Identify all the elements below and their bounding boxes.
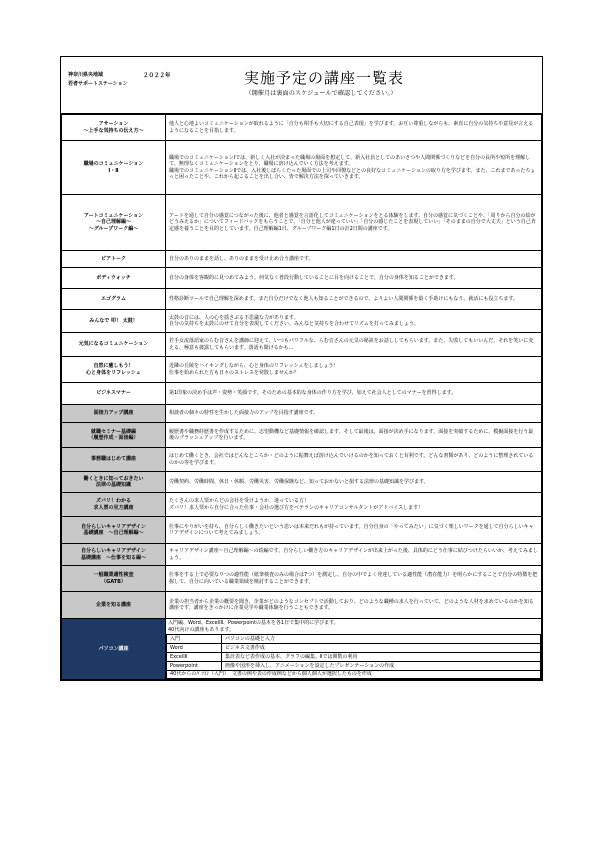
pc-subrow-key: Powerpoint [167, 662, 222, 671]
pc-subrow-key: ExcelⅠⅡ [167, 653, 222, 662]
course-description: 若手女流落語家のらむ音さんを講師に迎えて、いつもパワフルな、らむ音さんの元気の秘訣をお話ししてもらいます。また、失敗してもいいんだ、それを笑いに変える、極意も披露してもらいます。落語も聞けるかも… [166, 333, 542, 357]
pc-subrow [167, 671, 541, 679]
pc-subrow-value: パソコンの基礎と入力 [222, 635, 541, 644]
course-name: 一般職業適性検査 （GATB） [62, 566, 166, 592]
course-name: アサーション ～上手な気持ちの伝え方～ [62, 115, 166, 141]
course-row [62, 141, 542, 195]
pc-subrow-value: 画像や図形を挿入し、アニメーションを設定したプレゼンテーションの作成 [222, 662, 541, 671]
course-description: 他人と心地よいコミュニケーションが取れるように「自分も相手も大切にする自己表現」を学びます。お互い尊重しながらも、素直に自分の気持ちや意見が言えるようになることを目指します。 [166, 115, 542, 141]
course-name: ボディウォッチ [62, 268, 166, 289]
course-name: 事務職はじめて講座 [62, 448, 166, 472]
course-name-pc: パソコン講座 [62, 619, 166, 680]
course-description: 企業の担当者から企業の概要を聞き、企業がどのようなコンセプトで活動しており、どのような職種の求人を行っていて、どのような人材を求めているのかを知る講座です。講座をきっかけに企業見学や職業体験を行うこともできます。 [166, 592, 542, 619]
pc-intro: 入門編、Word、ExcelⅠⅡ、Powerpointの基本を各1日で集中的に学びます。 40代向けの講座もあります。 [168, 620, 339, 633]
pc-details [166, 619, 542, 680]
course-name: 就職セミナー基礎編 （履歴作成・面接編） [62, 423, 166, 448]
course-row [62, 195, 542, 251]
course-row [62, 333, 542, 357]
course-description: 第1印象の決め手は声・姿勢・笑顔です。そのための基本的な身体の作り方を学び、加えて社会人としてのマナーを習得します。 [166, 383, 542, 405]
org-line-2: 若者サポートステーション [68, 80, 128, 87]
course-name: 自分らしいキャリアデザイン 基礎講座 ～自己理解編～ [62, 517, 166, 544]
course-row [62, 357, 542, 383]
course-row [62, 592, 542, 619]
course-name: 働くときに知っておきたい 法律の基礎知識 [62, 472, 166, 493]
course-row [62, 472, 542, 493]
course-row [62, 383, 542, 405]
course-row [62, 566, 542, 592]
course-name: エゴグラム [62, 289, 166, 310]
course-description: たくさんの求人票からどの会社を受けようか、迷っている方！ ズバリ！求人票から自分に合った仕事・会社の選び方をベテランのキャリアコンサルタントがアドバイスします！ [166, 493, 542, 517]
pc-subrow-value: 集計表など表作成の基本、グラフの編集。Ⅱでは関数の利用 [222, 653, 541, 662]
course-name: ピアトーク [62, 251, 166, 268]
course-row [62, 517, 542, 544]
course-row [62, 405, 542, 423]
org-line-1: 神奈川県央地域 [68, 72, 104, 78]
course-description: 職場でのコミュニケーションⅠでは、新しく入社が決まった職場の場面を想定して、新入社員としてのあいさつや人間関係づくりなどを自分の長所や短所を理解して、無理なくコミュニケーションをとり、職場に溶け込んでいく方法を考えます。 職場でのコミュニケーションⅡでは、入社後しばらくたった場面での上司や同僚などとの良好なコミュニケーションの取り方を学びます。また、これまであったちょっと困ったことや、これから起こることを出し合い、皆で解決方法を探っていきます。 [166, 141, 542, 195]
course-description: 相談者の個々の特性を生かした面接力のアップを目指す講座です。 [166, 405, 542, 423]
course-row-pc [62, 619, 542, 680]
course-row [62, 251, 542, 268]
course-name: ビジネスマナー [62, 383, 166, 405]
course-description: 履歴書や職務経歴書を作成するために、志望動機など基礎情報を確認します。そして最後は、面接が決め手になります。面接を突破するために、模擬面接を行う最後のブラッシュアップを行います。 [166, 423, 542, 448]
course-description: 仕事をする上で必要な９つの適性能（紙筆検査のみの場合は7つ）を測定し、自分の中でよく発達している適性能（潜在能力）を明らかにすることで自分の特徴を把握して、自分に向いている職業領域を検討することができます。 [166, 566, 542, 592]
course-description: 自分の身体を客観的に見つめてみよう。何気なく普段行動していることに目を向けることで、自分の身体を知ることができます。 [166, 268, 542, 289]
course-description: 自分のありのままを話し、ありのままを受け止め合う講座です。 [166, 251, 542, 268]
course-name: 職場のコミュニケーション Ⅰ・Ⅱ [62, 141, 166, 195]
page-subtitle: （開催月は裏面のスケジュールで確認してください。） [245, 90, 397, 97]
sheet-header [61, 57, 542, 114]
pc-subrow-key: 入門 [167, 635, 222, 644]
course-name: 企業を知る講座 [62, 592, 166, 619]
course-name: 自分らしいキャリアデザイン 基礎講座 ～仕事を知る編～ [62, 544, 166, 566]
course-row [62, 544, 542, 566]
course-description: アートを通して自分の感覚につながった後に、他者と感覚を言語化してコミュニケーションをとる体験をします。自分の感覚に気づくことや、「周りから自分の絵がどうみえるか」についてフィードバックをもらうことで、「自分と他人が違っていい」「自分の感じたことを表現していい」「そのままの自分で大丈夫」という自己肯定感を養うことを目的としています。自己理解編1日、グループワーク編1日の計2日間の講座です。 [166, 195, 542, 251]
pc-subrow-value: 文書の例や表の作成例などから個人個人が選択したものを作成 [231, 671, 372, 677]
course-row [62, 493, 542, 517]
course-name: 自然に癒しもう！ 心と身体をリフレッシュ [62, 357, 166, 383]
course-description: 太鼓の音には、人の心を揺さぶる不思議な力があります。 自分の気持ちを太鼓にのせて自分を表現してください。みんなと気持ちを合わせてリズムを打ってみましょう。 [166, 310, 542, 333]
course-description: キャリアデザイン講座～自己理解編～の続編です。自分らしい働き方のキャリアデザインが出来上がった後、具体的にどう仕事に結びつけたらいいか、考えてみましょう。 [166, 544, 542, 566]
pc-subrow-value: ビジネス文書作成 [222, 644, 541, 653]
course-description: はじめて働くとき、会社ではどんなところか・どのように振舞えば溶け込んでいけるのかを知っておくと有利です。どんな書類があり、どのように整理されているのかの等を学びます。 [166, 448, 542, 472]
course-description: 性格診断ツールで自己理解を深めます。また自分だけでなく他人も知ることができるので、よりよい人間関係を築く手助けにもなり、就活にも役立ちます。 [166, 289, 542, 310]
course-sheet [60, 56, 543, 681]
course-table [61, 114, 542, 680]
course-name: アートコミュニケーション ～自己理解編～ ～グループワーク編～ [62, 195, 166, 251]
pc-subrow [167, 635, 541, 644]
pc-subtable [166, 634, 541, 679]
pc-subrow-text [167, 671, 541, 679]
pc-subrow [167, 653, 541, 662]
course-name: 元気になるコミュニケーション [62, 333, 166, 357]
course-description: 近隣の丘陵をハイキングしながら、心と身体のリフレッシュをしましょう！ 仕事を始められた方も日々のストレスを発散しませんか？ [166, 357, 542, 383]
course-description: 仕事にやりがいを持ち、自分らしく働きたいという思いは本来だれもが持っています。自分自身の「やってみたい」に気づく楽しいワークを通して自分らしいキャリアデザインについて考えてみましょう。 [166, 517, 542, 544]
page-title: 実施予定の講座一覧表 [243, 69, 404, 87]
course-row [62, 448, 542, 472]
course-description: 労働契約、労働時間、休日・休暇、労働災害、労働保険など、知っておかないと損する法律の基礎知識を学びます。 [166, 472, 542, 493]
course-row [62, 423, 542, 448]
pc-subrow-key: Word [167, 644, 222, 653]
pc-subrow [167, 644, 541, 653]
course-name: みんなで 叩！ 太鼓！ [62, 310, 166, 333]
course-row [62, 310, 542, 333]
course-row [62, 268, 542, 289]
course-name: 面接力アップ講座 [62, 405, 166, 423]
pc-subrow [167, 662, 541, 671]
course-row [62, 289, 542, 310]
year-label: ２０２２年 [143, 73, 171, 79]
pc-subrow-key: 40代からのﾊﾟｿｺﾝ（入門） [170, 671, 229, 677]
course-name: ズバリ！わかる 求人票の見方講座 [62, 493, 166, 517]
course-row [62, 115, 542, 141]
